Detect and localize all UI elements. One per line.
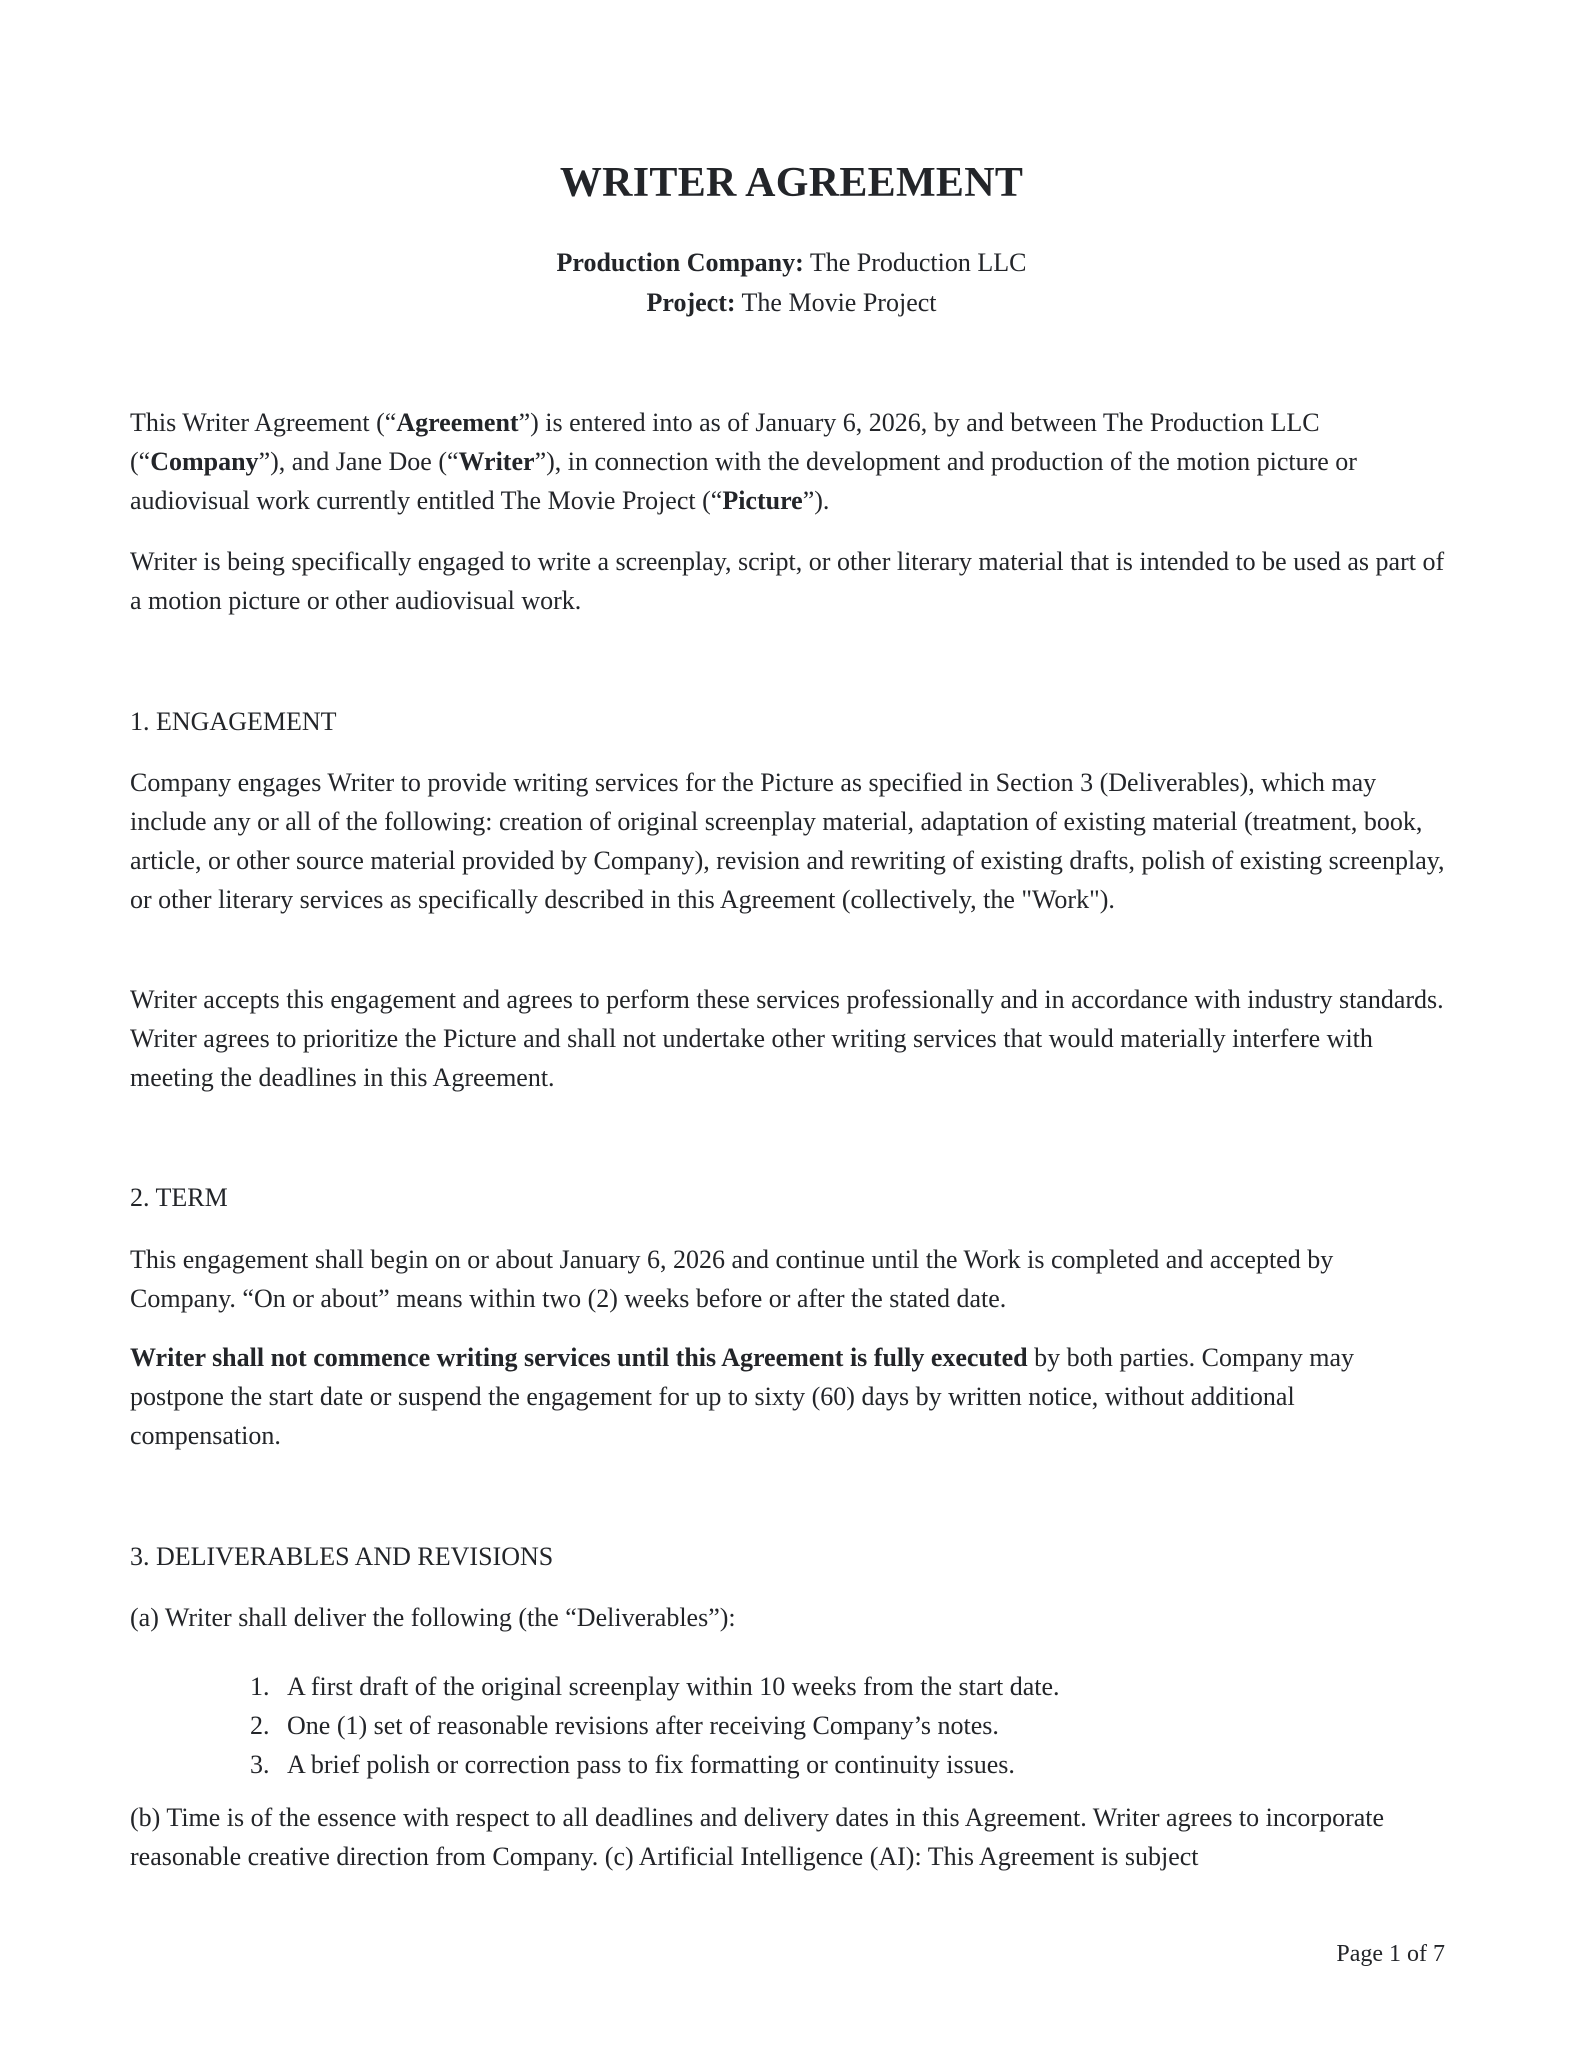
term-text: by both parties. Company may postpone the start date or suspend the engagement for up to sixty (60) days by written notice, without additional compensation.	[130, 1343, 1354, 1450]
intro-text: ”), in connection with the development and production of the motion picture or audiovisual work currently entitled The Movie Project (“	[130, 447, 1357, 515]
list-item-text: A brief polish or correction pass to fix formatting or continuity issues.	[287, 1750, 1015, 1779]
project-value: The Movie Project	[735, 288, 937, 317]
list-item-number: 3.	[250, 1750, 270, 1779]
intro-text: ”).	[802, 486, 830, 515]
list-item	[130, 1745, 1445, 1784]
intro-text: This Writer Agreement (“	[130, 408, 397, 437]
list-item-number: 2.	[250, 1711, 270, 1740]
list-item	[130, 1706, 1445, 1745]
term-paragraph-2	[130, 1338, 1445, 1455]
document-title: WRITER AGREEMENT	[559, 160, 1024, 206]
engagement-paragraph-2: Writer accepts this engagement and agrees to perform these services professionally and in accordance with industry standards. Writer agrees to prioritize the Picture and shall not undertake other writing services that would materially interfere with meeting the deadlines in this Agreement.	[130, 985, 1444, 1092]
list-item-text: A first draft of the original screenplay within 10 weeks from the start date.	[287, 1672, 1060, 1701]
production-company-label: Production Company:	[556, 248, 804, 277]
list-item	[130, 1667, 1445, 1706]
document-header	[0, 243, 1583, 323]
defined-term-agreement: Agreement	[396, 408, 519, 437]
defined-term-company: Company	[150, 447, 259, 476]
section-heading-deliverables: 3. DELIVERABLES AND REVISIONS	[130, 1542, 554, 1571]
intro-paragraph	[130, 403, 1445, 520]
deliverables-clause-a: (a) Writer shall deliver the following (the “Deliverables”):	[130, 1603, 736, 1632]
project-line	[0, 283, 1583, 323]
list-item-number: 1.	[250, 1672, 270, 1701]
section-heading-term: 2. TERM	[130, 1183, 228, 1212]
term-bold-clause: Writer shall not commence writing services until this Agreement is fully executed	[130, 1343, 1028, 1372]
list-item-text: One (1) set of reasonable revisions after receiving Company’s notes.	[287, 1711, 999, 1740]
term-paragraph-1: This engagement shall begin on or about January 6, 2026 and continue until the Work is completed and accepted by Company. “On or about” means within two (2) weeks before or after the stated date.	[130, 1245, 1334, 1313]
defined-term-writer: Writer	[458, 447, 535, 476]
defined-term-picture: Picture	[722, 486, 803, 515]
engagement-paragraph-1: Company engages Writer to provide writing services for the Picture as specified in Section 3 (Deliverables), which may include any or all of the following: creation of original screenplay material, adaptation of existing material (treatment, book, article, or other source material provided by Company), revision and rewriting of existing drafts, polish of existing screenplay, or other literary services as specifically described in this Agreement (collectively, the "Work").	[130, 768, 1445, 914]
production-company-line	[0, 243, 1583, 283]
section-heading-engagement: 1. ENGAGEMENT	[130, 707, 337, 736]
production-company-value: The Production LLC	[803, 248, 1027, 277]
intro-text: ”), and Jane Doe (“	[258, 447, 459, 476]
project-label: Project:	[646, 288, 736, 317]
intro-paragraph-2: Writer is being specifically engaged to write a screenplay, script, or other literary material that is intended to be used as part of a motion picture or other audiovisual work.	[130, 547, 1445, 615]
deliverables-list	[130, 1667, 1445, 1784]
intro-text: ”) is entered into as of January 6, 2026, by and between The Production LLC (“	[130, 408, 1320, 476]
page-number: Page 1 of 7	[1336, 1941, 1445, 1967]
deliverables-clause-b: (b) Time is of the essence with respect to all deadlines and delivery dates in this Agreement. Writer agrees to incorporate reasonable creative direction from Company. (c) Artificial Intelligence (AI): This Agreement is subject	[130, 1803, 1385, 1871]
